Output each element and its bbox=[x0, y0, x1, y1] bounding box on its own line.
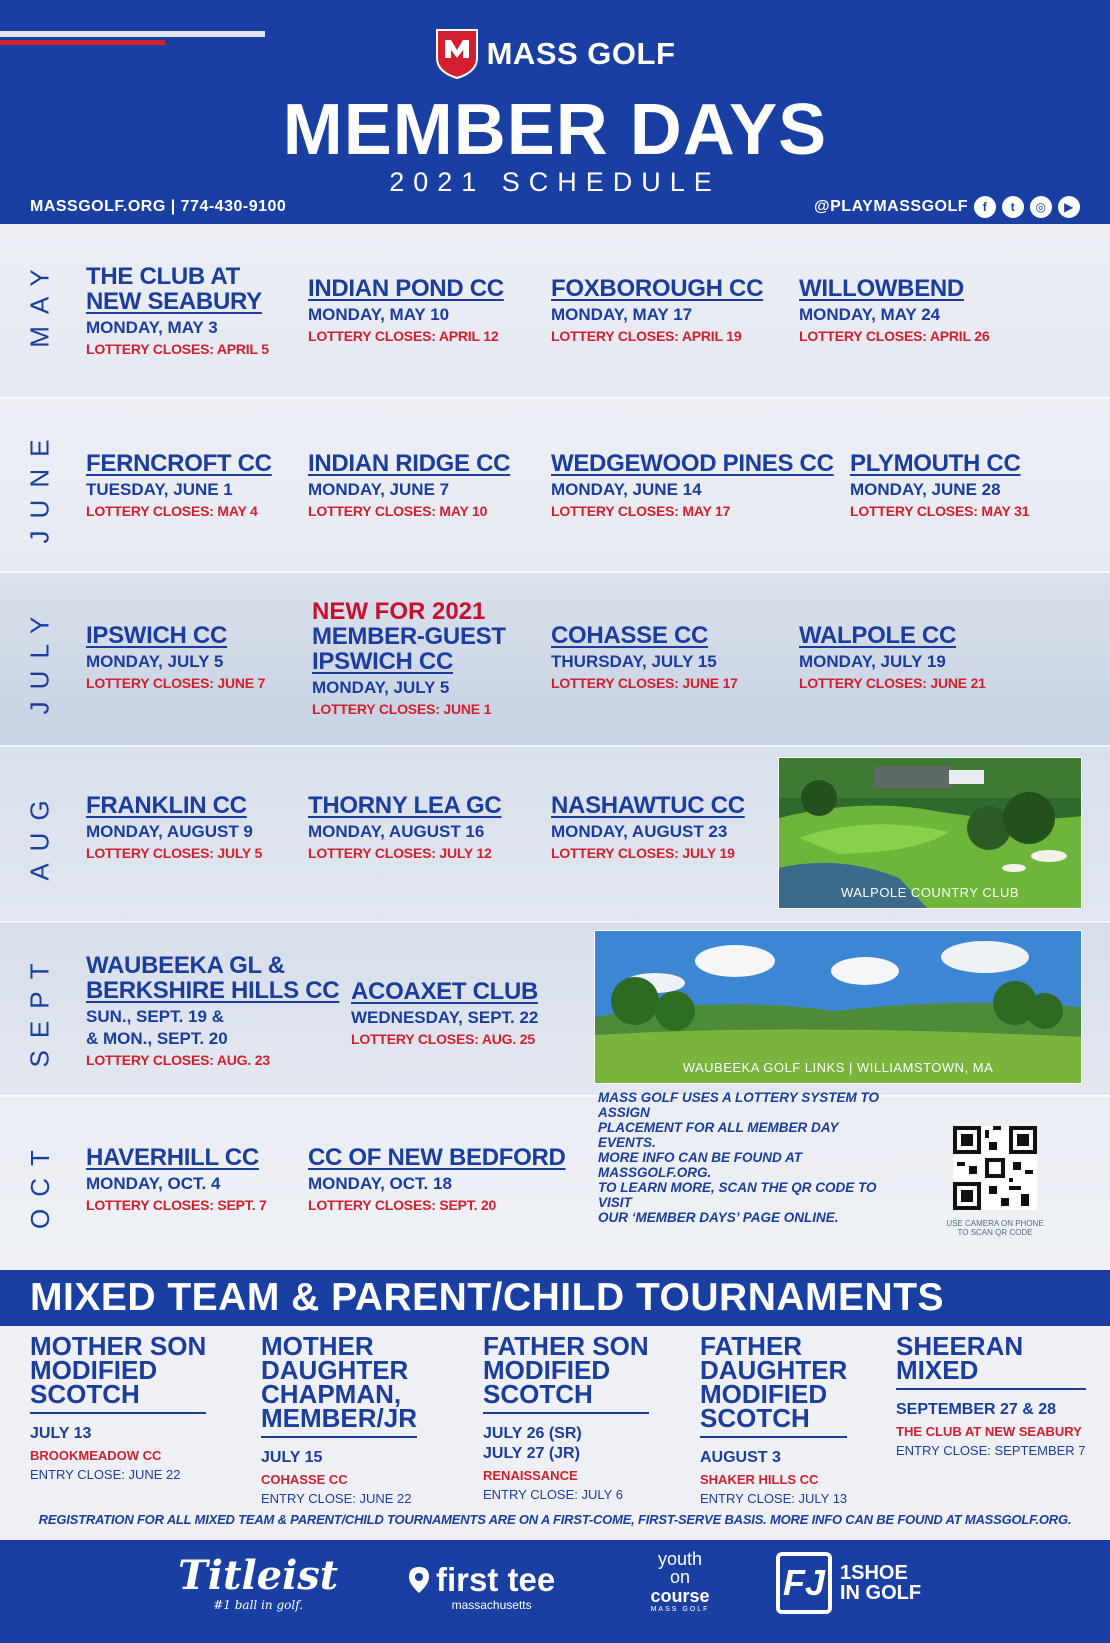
brand bbox=[0, 28, 1110, 85]
mass-golf-shield-icon bbox=[435, 28, 479, 80]
tournament-father-son: FATHER SON MODIFIED SCOTCH JULY 26 (SR) JULY 27 (JR) RENAISSANCE ENTRY CLOSE: JULY 6 bbox=[483, 1331, 649, 1502]
youtube-icon[interactable]: ▶ bbox=[1058, 196, 1080, 218]
twitter-icon[interactable]: t bbox=[1002, 196, 1024, 218]
photo-caption: WAUBEEKA GOLF LINKS | WILLIAMSTOWN, MA bbox=[682, 1060, 994, 1075]
tournament-name: MOTHER SON MODIFIED SCOTCH bbox=[30, 1334, 206, 1414]
month-label-aug: AUG bbox=[24, 787, 55, 881]
sponsors-footer bbox=[0, 1540, 1110, 1643]
event-new-bedford: CC OF NEW BEDFORD MONDAY, OCT. 18 LOTTERY CLOSES: SEPT. 20 bbox=[308, 1144, 566, 1213]
month-row-june bbox=[0, 399, 1110, 571]
sponsor-titleist[interactable]: Titleist #1 ball in golf. bbox=[178, 1552, 339, 1612]
new-badge: NEW FOR 2021 bbox=[312, 598, 486, 625]
event-franklin: FRANKLIN CC MONDAY, AUGUST 9 LOTTERY CLOSES: JULY 5 bbox=[86, 792, 263, 861]
qr-code[interactable] bbox=[953, 1126, 1037, 1210]
event-new-seabury: THE CLUB AT NEW SEABURY MONDAY, MAY 3 LOTTERY CLOSES: APRIL 5 bbox=[86, 263, 269, 357]
tournament-mother-son: MOTHER SON MODIFIED SCOTCH JULY 13 BROOKMEADOW CC ENTRY CLOSE: JUNE 22 bbox=[30, 1331, 207, 1482]
month-label-july: JULY bbox=[24, 604, 55, 714]
tournament-name: MOTHER DAUGHTER CHAPMAN, MEMBER/JR bbox=[261, 1334, 417, 1438]
tournaments-banner bbox=[0, 1270, 1110, 1326]
event-ipswich: IPSWICH CC MONDAY, JULY 5 LOTTERY CLOSES: JUNE 7 bbox=[86, 622, 266, 691]
event-foxborough: FOXBOROUGH CC MONDAY, MAY 17 LOTTERY CLOSES: APRIL 19 bbox=[551, 275, 764, 344]
page-subtitle: 2021 SCHEDULE bbox=[389, 167, 721, 197]
facebook-icon[interactable]: f bbox=[974, 196, 996, 218]
contact-info[interactable]: MASSGOLF.ORG | 774-430-9100 bbox=[30, 198, 287, 215]
lottery-note: MASS GOLF USES A LOTTERY SYSTEM TO ASSIGN PLACEMENT FOR ALL MEMBER DAY EVENTS. MORE INFO CAN BE FOUND AT MASSGOLF.ORG. TO LEARN MORE, SCAN THE QR CODE TO VISIT OUR ‘MEMBER DAYS’ PAGE ONLINE. bbox=[598, 1090, 880, 1225]
qr-section bbox=[940, 1126, 1050, 1237]
event-indian-pond: INDIAN POND CC MONDAY, MAY 10 LOTTERY CLOSES: APRIL 12 bbox=[308, 275, 504, 344]
event-nashawtuc: NASHAWTUC CC MONDAY, AUGUST 23 LOTTERY CLOSES: JULY 19 bbox=[551, 792, 745, 861]
event-ferncroft: FERNCROFT CC TUESDAY, JUNE 1 LOTTERY CLOSES: MAY 4 bbox=[86, 450, 272, 519]
tournament-name: FATHER DAUGHTER MODIFIED SCOTCH bbox=[700, 1334, 847, 1438]
event-plymouth: PLYMOUTH CC MONDAY, JUNE 28 LOTTERY CLOSES: MAY 31 bbox=[850, 450, 1030, 519]
event-member-guest: NEW FOR 2021 MEMBER-GUEST IPSWICH CC MONDAY, JULY 5 LOTTERY CLOSES: JUNE 1 bbox=[312, 598, 506, 717]
photo-waubeeka-golf-links bbox=[594, 930, 1082, 1084]
month-row-july bbox=[0, 573, 1110, 745]
sponsor-first-tee[interactable]: first tee massachusetts bbox=[408, 1562, 555, 1612]
tournaments-area bbox=[0, 1326, 1110, 1540]
page-title: MEMBER DAYS bbox=[282, 90, 828, 170]
tournaments-heading: MIXED TEAM & PARENT/CHILD TOURNAMENTS bbox=[30, 1276, 945, 1319]
event-haverhill: HAVERHILL CC MONDAY, OCT. 4 LOTTERY CLOSES: SEPT. 7 bbox=[86, 1144, 267, 1213]
tournament-father-daughter: FATHER DAUGHTER MODIFIED SCOTCH AUGUST 3 SHAKER HILLS CC ENTRY CLOSE: JULY 13 bbox=[700, 1331, 848, 1506]
month-label-sept: SEPT bbox=[24, 951, 55, 1067]
event-wedgewood-pines: WEDGEWOOD PINES CC MONDAY, JUNE 14 LOTTERY CLOSES: MAY 17 bbox=[551, 450, 834, 519]
instagram-icon[interactable]: ◎ bbox=[1030, 196, 1052, 218]
tournament-name: SHEERAN MIXED bbox=[896, 1334, 1086, 1390]
location-pin-icon bbox=[408, 1566, 430, 1594]
event-thorny-lea: THORNY LEA GC MONDAY, AUGUST 16 LOTTERY CLOSES: JULY 12 bbox=[308, 792, 502, 861]
qr-caption: USE CAMERA ON PHONE TO SCAN QR CODE bbox=[946, 1219, 1044, 1237]
tournament-name: FATHER SON MODIFIED SCOTCH bbox=[483, 1334, 649, 1414]
header bbox=[0, 0, 1110, 224]
social-handle[interactable]: @PLAYMASSGOLF bbox=[814, 198, 968, 215]
event-willowbend: WILLOWBEND MONDAY, MAY 24 LOTTERY CLOSES: APRIL 26 bbox=[799, 275, 990, 344]
event-indian-ridge: INDIAN RIDGE CC MONDAY, JUNE 7 LOTTERY CLOSES: MAY 10 bbox=[308, 450, 511, 519]
event-walpole: WALPOLE CC MONDAY, JULY 19 LOTTERY CLOSES: JUNE 21 bbox=[799, 622, 986, 691]
fj-logo: FJ bbox=[776, 1552, 832, 1614]
month-label-june: JUNE bbox=[24, 427, 55, 543]
sponsor-footjoy[interactable]: FJ 1SHOE IN GOLF bbox=[776, 1552, 921, 1614]
sponsor-youth-on-course[interactable]: youth on course MASS GOLF bbox=[650, 1549, 710, 1613]
event-acoaxet: ACOAXET CLUB WEDNESDAY, SEPT. 22 LOTTERY CLOSES: AUG. 25 bbox=[351, 978, 539, 1047]
event-waubeeka-berkshire: WAUBEEKA GL & BERKSHIRE HILLS CC SUN., SEPT. 19 & & MON., SEPT. 20 LOTTERY CLOSES: AUG. 23 bbox=[86, 952, 340, 1068]
photo-caption: WALPOLE COUNTRY CLUB bbox=[840, 885, 1020, 900]
month-label-may: MAY bbox=[24, 256, 55, 348]
registration-note: REGISTRATION FOR ALL MIXED TEAM & PARENT/CHILD TOURNAMENTS ARE ON A FIRST-COME, FIRST-SERVE BASIS. MORE INFO CAN BE FOUND AT MASSGOLF.ORG. bbox=[38, 1512, 1072, 1527]
social-bar bbox=[814, 196, 1080, 218]
month-label-oct: OCT bbox=[24, 1138, 55, 1229]
tournament-mother-daughter: MOTHER DAUGHTER CHAPMAN, MEMBER/JR JULY 15 COHASSE CC ENTRY CLOSE: JUNE 22 bbox=[261, 1331, 418, 1506]
event-cohasse: COHASSE CC THURSDAY, JULY 15 LOTTERY CLOSES: JUNE 17 bbox=[551, 622, 738, 691]
brand-name: MASS GOLF bbox=[486, 36, 676, 71]
photo-walpole-country-club bbox=[778, 757, 1082, 909]
tournament-sheeran-mixed: SHEERAN MIXED SEPTEMBER 27 & 28 THE CLUB AT NEW SEABURY ENTRY CLOSE: SEPTEMBER 7 bbox=[896, 1331, 1086, 1458]
month-row-may bbox=[0, 224, 1110, 380]
